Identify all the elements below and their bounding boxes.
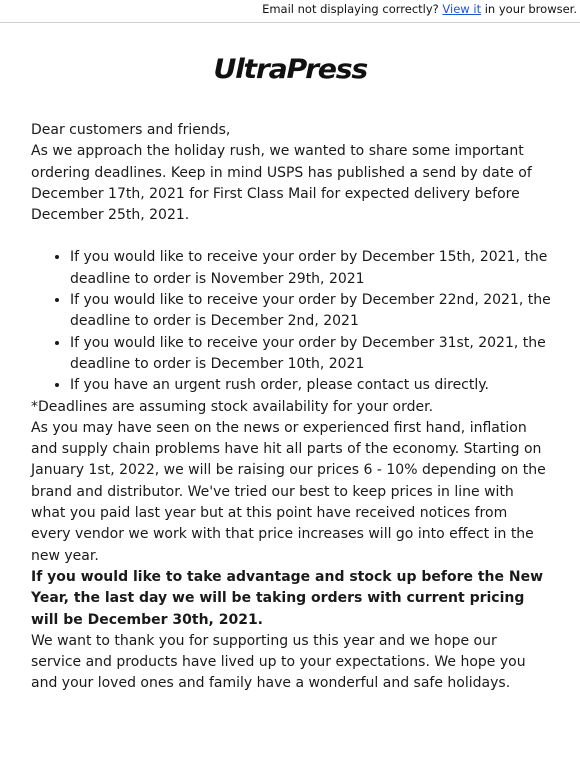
deadline-item: • If you would like to receive your order by December 31st, 2021, the deadline to order is December 10th, 2021 — [70, 333, 551, 376]
deadline-item: • If you have an urgent rush order, please contact us directly. — [70, 375, 551, 396]
deadline-item: • If you would like to receive your order by December 22nd, 2021, the deadline to order is December 2nd, 2021 — [70, 290, 551, 333]
email-body — [31, 120, 551, 695]
view-in-browser-link[interactable]: View it — [442, 2, 482, 16]
browser-view-bar — [0, 0, 580, 23]
brand-logo — [0, 54, 580, 85]
inflation-paragraph: As you may have seen on the news or experienced first hand, inflation and supply chain problems have hit all parts of the economy. Starting on January 1st, 2022, we will be raising our prices 6 - 10% depending on the brand and distributor. We've tried our best to keep prices in line with what you paid last year but at this point have received notices from every vendor we work with that price increases will go into effect in the new year. — [31, 419, 546, 564]
intro-paragraph: As we approach the holiday rush, we wanted to share some important ordering deadlines. Keep in mind USPS has published a send by date of December 17th, 2021 for First Class Mail for expected delivery before December 25th, 2021. — [31, 143, 532, 224]
thanks-paragraph: We want to thank you for supporting us this year and we hope our service and products have lived up to your expectations. We hope you and your loved ones and family have a wonderful and safe holidays. — [31, 632, 526, 692]
deadline-item: • If you would like to receive your order by December 15th, 2021, the deadline to order is November 29th, 2021 — [70, 247, 551, 290]
deadline-list — [31, 247, 551, 396]
pricing-offer: If you would like to take advantage and stock up before the New Year, the last day we will be taking orders with current pricing will be December 30th, 2021. — [31, 568, 544, 628]
browser-view-suffix: in your browser. — [484, 2, 577, 16]
greeting-text: Dear customers and friends, — [31, 122, 231, 138]
browser-view-prefix: Email not displaying correctly? — [262, 2, 439, 16]
logo-wordmark: UltraPress — [213, 54, 367, 85]
stock-note: *Deadlines are assuming stock availability for your order. — [31, 398, 434, 415]
